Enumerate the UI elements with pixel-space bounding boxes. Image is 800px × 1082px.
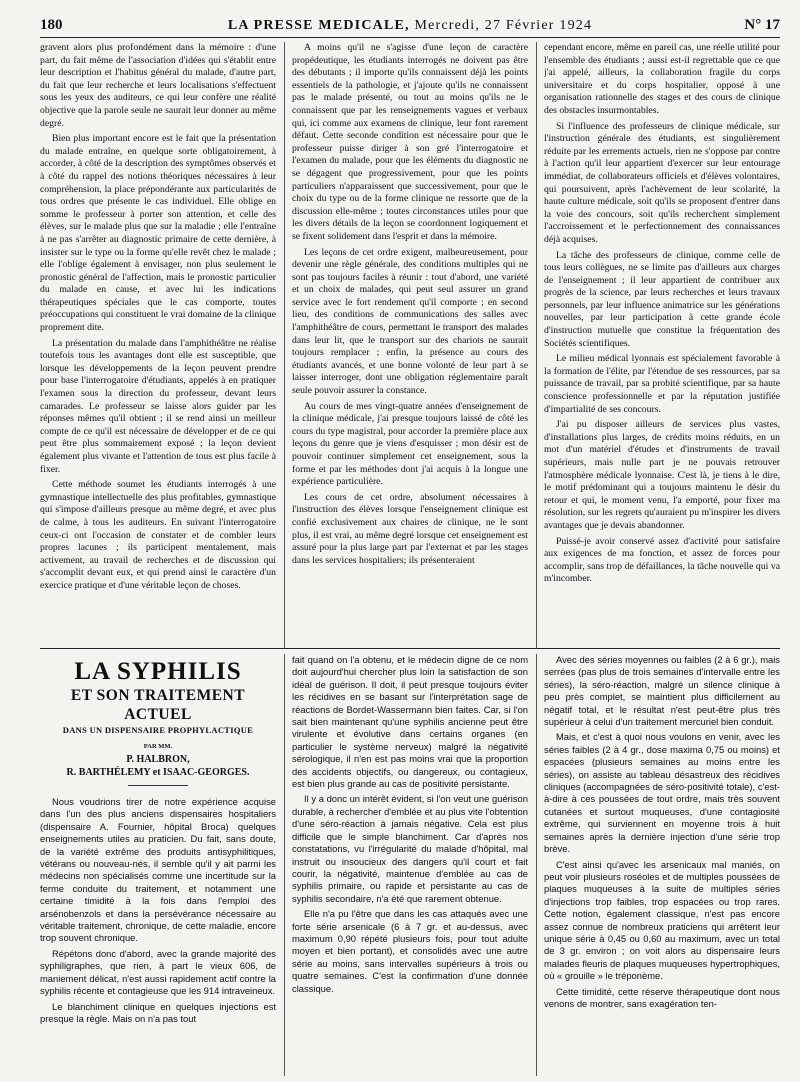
paragraph: Au cours de mes vingt-quatre années d'enseignement de la clinique médicale, j'ai presque toujours laissé de côté les cours du type magistral, pour accorder la première place aux leçons du genre que je viens d'esquisser ; mon désir est de pouvoir continuer simplement cet enseignement, sous la forme et par les méthodes dont j'ai acquis à la longue une expérience particulière. bbox=[292, 400, 528, 488]
bottom-column-3 bbox=[544, 654, 780, 1076]
column-rule bbox=[536, 42, 537, 648]
paragraph: Puissé-je avoir conservé assez d'activité pour satisfaire aux exigences de ma fonction, et assez de forces pour accomplir, sans trop de défaillances, la tâche nouvelle qui va m'incomber. bbox=[544, 535, 780, 585]
paragraph: La présentation du malade dans l'amphithéâtre ne réalise toutefois tous les avantages dont elle est susceptible, que lorsque les développements de la leçon peuvent prendre pour base l'interrogatoire d'étudiants, appelés à en pratiquer l'examen sous la direction du professeur, devant leurs camarades. Le professeur se laisse alors guider par les réponses mêmes qu'il obtient ; il se rend ainsi un meilleur compte de ce qu'il est nécessaire de développer et de ce qui peut être plus sommairement exposé ; la leçon devient également plus vivante et l'attention de tous est plus facile à fixer. bbox=[40, 337, 276, 475]
paragraph: Bien plus important encore est le fait que la présentation du malade entraîne, en quelque sorte obligatoirement, à accorder, à côté de la description des symptômes observés et à côté du rappel des notions théoriques nécessaires à leur compréhension, la place prépondérante aux particularités de tous ordres que présente le cas individuel. Elle oblige en somme le professeur à porter son attention, et celle des élèves, sur le malade plus que sur la maladie ; elle l'entraîne à ne pas s'arrêter au diagnostic primaire de cette dernière, à insister sur le type ou la forme qu'elle revêt chez le malade ; elle l'oblige également à envisager, non plus seulement le pronostic général de l'affection, mais le pronostic particulier du malade en cause, et avec lui les indications thérapeutiques spéciales que le cas comporte, toutes préoccupations qui constituent le vrai domaine de la clinique proprement dite. bbox=[40, 133, 276, 334]
paragraph: Répétons donc d'abord, avec la grande majorité des syphiligraphes, que rien, à part le vieux 606, de maniement délicat, n'est aussi rapidement actif contre la syphilis récente et contagieuse que les 914 intraveineux. bbox=[40, 947, 276, 997]
issue-number: N° 17 bbox=[744, 17, 780, 33]
paragraph: Elle n'a pu l'être que dans les cas attaqués avec une forte série arsenicale (6 à 7 gr. et au-dessus, avec maximum 0,90 répété plusieurs fois, pour tout adulte moyen et bien portant), et consolidés avec une autre série au moins, sans intervalles supérieurs à trois ou quatre semaines. C'est la confirmation d'une donnée classique. bbox=[292, 908, 528, 994]
paragraph: Il y a donc un intérêt évident, si l'on veut une guérison durable, à rechercher d'emblée et au plus vite l'obtention d'une séro-réaction à jamais négative. Cela est plus difficile que le simple blanchiment. Car d'après nos constatations, vu l'irrégularité du malade d'hôpital, mal instruit ou insoucieux des dangers qu'il court et fait courir, la négativité, maintenue d'emblée au cas de syphilis primaire, ou rapide et persistante au cas de syphilis secondaire, n'a été que rarement obtenue. bbox=[292, 793, 528, 904]
author-1: P. HALBRON, bbox=[126, 754, 190, 765]
top-article-columns bbox=[40, 42, 780, 648]
paragraph: Cette timidité, cette réserve thérapeutique dont nous venons de montrer, sans exagération ten- bbox=[544, 985, 780, 1009]
article-heading bbox=[40, 658, 276, 786]
byline-par: PAR MM. bbox=[143, 743, 173, 750]
bottom-column-2 bbox=[292, 654, 528, 1076]
column-rule bbox=[284, 42, 285, 648]
paragraph: Mais, et c'est à quoi nous voulons en venir, avec les séries faibles (2 à 4 gr., dose maxima 0,75 ou moins) et espacées (plusieurs semaines au moins entre les séries), on assiste au tableau désastreux des récidives cliniques (accompagnées de séro-positivité totale), c'est-à-dire à ces poussées de tout ordre, mais très souvent cutanées et surtout muqueuses, d'une contagiosité extrême, qui surviennent en moyenne trois à huit semaines après la dernière injection d'une série trop brève. bbox=[544, 731, 780, 855]
paragraph: cependant encore, même en pareil cas, une réelle utilité pour l'ensemble des étudiants ; aussi est-il regrettable que ce que j'ai appelé, ailleurs, la collaboration fragile du corps universitaire et du corps hospitalier, opposé à une organisation rationnelle des stages et des cours de clinique des obstacles insurmontables. bbox=[544, 42, 780, 116]
paragraph: gravent alors plus profondément dans la mémoire : d'une part, du fait même de l'association d'idées qui s'établit entre leur description et l'habitus général du malade, d'autre part, du fait que leur recherche et leurs localisations s'effectuent sous les yeux des auditeurs, ce qui leur confère une réalité objective que la parole seule ne saurait leur donner au même degré. bbox=[40, 42, 276, 129]
paragraph: Cette méthode soumet les étudiants interrogés à une gymnastique intellectuelle des plus profitables, gymnastique qui s'impose d'ailleurs presque au même degré, et avec plus de calme, à tous les auditeurs. En suivant l'interrogatoire ceux-ci ont l'occasion de constater et de combler leurs propres lacunes ; ils participent mentalement, mais activement, au travail de recherches et de discussion qui s'accomplit devant eux, et qui prend ainsi le caractère d'un exercice pratique et d'une véritable leçon de choses. bbox=[40, 479, 276, 591]
article-subtitle-2: DANS UN DISPENSAIRE PROPHYLACTIQUE bbox=[62, 725, 254, 735]
article-subtitle: ET SON TRAITEMENT ACTUEL bbox=[70, 687, 246, 723]
top-column-2 bbox=[292, 42, 528, 648]
paragraph: Le milieu médical lyonnais est spécialement favorable à la formation de l'élite, par l'étendue de ses ressources, par sa puissance de travail, par sa probité scientifique, par sa haute conscience professionnelle et par la réputation justifiée d'impartialité de ses concours. bbox=[544, 353, 780, 415]
paragraph: Si l'influence des professeurs de clinique médicale, sur l'instruction générale des étudiants, est singulièrement réduite par les errements actuels, rien ne s'oppose par contre à l'action qu'il leur appartient d'exercer sur leur entourage immédiat, de collaborateurs officiels et d'élèves volontaires, qui poursuivent, après l'achèvement de leur scolarité, la haute culture médicale, soit qu'ils se proposent d'entrer dans la voie des concours, soit qu'ils recherchent simplement l'accroissement et le perfectionnement des connaissances déjà acquises. bbox=[544, 120, 780, 245]
article-title: LA SYPHILIS bbox=[74, 658, 242, 685]
journal-name: LA PRESSE MEDICALE, bbox=[227, 18, 410, 33]
syphilis-article bbox=[40, 654, 780, 1076]
section-divider bbox=[40, 648, 780, 649]
issue-date: Mercredi, 27 Février 1924 bbox=[414, 18, 593, 33]
top-column-1 bbox=[40, 42, 276, 648]
paragraph: Les leçons de cet ordre exigent, malheureusement, pour devenir une règle générale, des conditions multiples qui ne sont pas toujours faciles à réunir : tout d'abord, une variété et un choix de malades, qui peut seul assurer un grand service avec le fort rendement qu'il comporte ; en second lieu, des conditions de communications des salles avec l'amphithéâtre de cours, permettant le transport des malades dans leur lit, que le transport sur des chariots ne saurait toujours remplacer ; enfin, la présence au cours des étudiants avancés, et une bonne volonté de leur part à se laisser interroger, dont une obligation réglementaire paraît seule pouvoir assurer la constance. bbox=[292, 246, 528, 397]
paragraph: fait quand on l'a obtenu, et le médecin digne de ce nom doit aujourd'hui chercher plus loin la satisfaction de son idéal de guérison. Il doit, il peut presque toujours éviter les récidives en se basant sur l'interprétation sage de réactions de Bordet-Wassermann bien faites. Car, si l'on sait bien maintenant qu'une syphilis ancienne peut être virulente et évolutive dans certains organes (en particulier le système nerveux) malgré la négativité sérologique, il n'en est pas moins vrai que la proportion des accidents objectifs, ou dangereux, ou contagieux, est bien plus grande au cas de positivité persistante. bbox=[292, 654, 528, 790]
journal-title-line bbox=[228, 18, 592, 34]
paragraph: J'ai pu disposer ailleurs de services plus vastes, d'installations plus larges, de crédits moins réduits, en un mot d'un matériel d'études et d'instruments de travail supérieurs, mais nulle part je ne pouvais retrouver l'atmosphère médicale lyonnaise. C'est là, je tiens à le dire, le motif prédominant qui a toujours maintenu le désir du retour et qui, le moment venu, l'a emporté, pour fixer ma résolution, sur les regrets qu'auraient pu m'inspirer les divers avantages que je devais abandonner. bbox=[544, 419, 780, 531]
paragraph: Les cours de cet ordre, absolument nécessaires à l'instruction des élèves lorsque l'enseignement clinique est confié exclusivement aux chaires de clinique, ne le sont plus, il est vrai, au même degré lorsque cet enseignement est assuré pour la plus large part par l'externat et par les stages dans les services hospitaliers; ils présenteraient bbox=[292, 491, 528, 566]
author-2: R. BARTHÉLEMY et ISAAC-GEORGES. bbox=[66, 767, 250, 778]
paragraph: C'est ainsi qu'avec les arsenicaux mal maniés, on peut voir plusieurs roséoles et de multiples poussées de plaques muqueuses à la suite de multiples séries d'injections trop faibles, trop espacées ou trop rares. Cette notion, également classique, n'est pas encore assez connue de nombreux praticiens qui arrêtent leur unique série à 0,45 ou 0,60 au maximum, avec un total de 3 gr. environ ; on voit alors au dispensaire leurs malades fleuris de plaques muqueuses hypertrophiques, où « grouille » le tréponème. bbox=[544, 858, 780, 982]
paragraph: Avec des séries moyennes ou faibles (2 à 6 gr.), mais serrées (pas plus de trois semaines d'intervalle entre les séries), la séro-réaction, malgré un silence clinique à peu près complet, se maintient plus difficilement au négatif total, et le résultat n'est peut-être plus très supérieur à celui d'un traitement mercuriel bien conduit. bbox=[544, 654, 780, 728]
column-rule bbox=[536, 654, 537, 1076]
newspaper-page bbox=[40, 8, 780, 1076]
heading-separator bbox=[128, 785, 188, 786]
paragraph: La tâche des professeurs de clinique, comme celle de tous leurs collègues, ne se limite pas d'ailleurs aux charges de l'enseignement ; il leur appartient de contribuer aux progrès de la science, par leurs recherches et leurs travaux personnels, par leur influence animatrice sur les générations nouvelles, par leur participation à cette grande école d'instruction mutuelle que constitue la fréquentation des Sociétés scientifiques. bbox=[544, 249, 780, 349]
paragraph: A moins qu'il ne s'agisse d'une leçon de caractère propédeutique, les étudiants interrogés ne doivent pas être des débutants ; il importe qu'ils connaissent déjà les points essentiels de la pathologie, et j'ajoute qu'ils ne connaissent pas le malade présenté, ou tout au moins qu'ils ne le connaissent que par les renseignements vagues et verbaux qui, ici comme aux examens de clinique, leur font rarement défaut. Cette seconde condition est nécessaire pour que le professeur puisse diriger à son gré l'interrogatoire et l'examen du malade, pour que les éléments du diagnostic ne se dégagent que progressivement, pour que les points particuliers n'apparaissent que successivement, pour que le choix du type ou de la forme clinique ne ressorte que de la discussion elle-même ; toutes circonstances utiles pour que les divers détails de la leçon se coordonnent logiquement et se fixent solidement dans l'esprit et dans la mémoire. bbox=[292, 42, 528, 242]
bottom-column-1 bbox=[40, 654, 276, 1076]
column-rule bbox=[284, 654, 285, 1076]
page-header bbox=[40, 8, 780, 38]
top-column-3 bbox=[544, 42, 780, 648]
page-number: 180 bbox=[40, 17, 63, 33]
paragraph: Nous voudrions tirer de notre expérience acquise dans l'un des plus anciens dispensaires hospitaliers (dispensaire A. Fournier, hôpital Broca) quelques enseignements utiles au praticien. Du fait, sans doute, de la variété extrême des produits antisyphilitiques, vétérans ou nouveau-nés, il semble qu'il y ait parmi les médecins non spécialisés comme une incertitude sur la ferme conduite du traitement, et notamment une certaine timidité à la fois dans l'emploi des arsénobenzols et dans la persévérance nécessaire au véritable traitement, chronique, de cette maladie, encore trop souvent chronique. bbox=[40, 796, 276, 944]
paragraph: Le blanchiment clinique en quelques injections est presque la règle. Mais on n'a pas tout bbox=[40, 1000, 276, 1024]
